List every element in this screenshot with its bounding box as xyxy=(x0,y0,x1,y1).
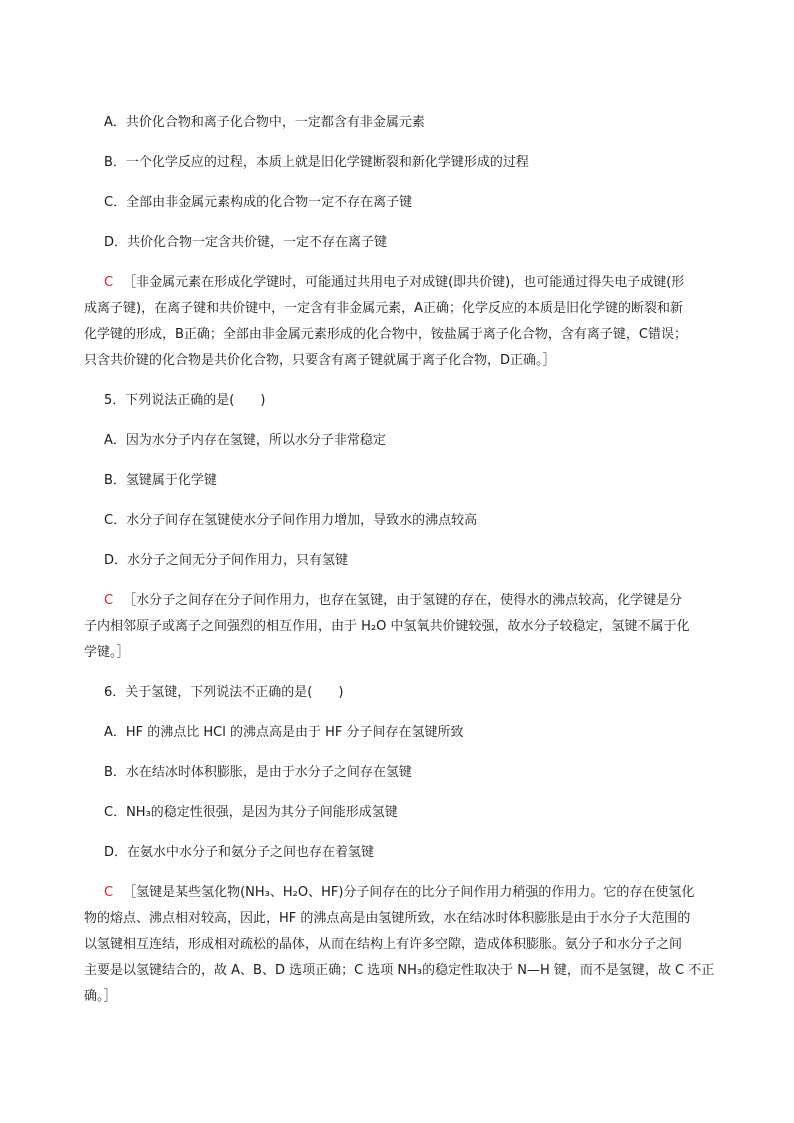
q5-answer-line-2: 子内相邻原子或离子之间强烈的相互作用，由于 H₂O 中氢氧共价键较强，故水分子较稳定，氢键不属于化 xyxy=(84,619,690,634)
q4-answer-line-2: 成离子键)，在离子键和共价键中，一定含有非金属元素，A正确；化学反应的本质是旧化学键的断裂和新 xyxy=(84,301,683,316)
q6-answer-letter: C xyxy=(104,885,114,900)
q4-answer-letter: C xyxy=(104,275,114,290)
q5-stem: 5．下列说法正确的是( ) xyxy=(104,393,266,408)
q4-option-c: C．全部由非金属元素构成的化合物一定不存在离子键 xyxy=(104,195,413,210)
q5-answer xyxy=(84,591,724,663)
q6-answer-line-3: 以氢键相互连结，形成相对疏松的晶体，从而在结构上有许多空隙，造成体积膨胀。氨分子和水分子之间 xyxy=(84,937,683,952)
q6-answer-line-1: C ［氢键是某些氢化物(NH₃、H₂O、HF)分子间存在的比分子间作用力稍强的作用力。它的存在使氢化 xyxy=(104,885,695,900)
q6-answer-line-4: 主要是以氢键结合的，故 A、B、D 选项正确；C 选项 NH₃的稳定性取决于 N—H 键，而不是氢键，故 C 不正 xyxy=(84,963,715,978)
q4-answer-line-4: 只含共价键的化合物是共价化合物，只要含有离子键就属于离子化合物，D正确。］ xyxy=(84,353,556,368)
q4-option-b: B．一个化学反应的过程，本质上就是旧化学键断裂和新化学键形成的过程 xyxy=(104,155,529,170)
q6-answer-line-2: 物的熔点、沸点相对较高，因此，HF 的沸点高是由氢键所致，水在结冰时体积膨胀是由于水分子大范围的 xyxy=(84,911,691,926)
q4-option-d: D．共价化合物一定含共价键，一定不存在离子键 xyxy=(104,235,388,250)
q5-option-c: C．水分子间存在氢键使水分子间作用力增加，导致水的沸点较高 xyxy=(104,513,478,528)
q6-answer xyxy=(84,883,724,1007)
q4-option-a: A．共价化合物和离子化合物中，一定都含有非金属元素 xyxy=(104,115,425,130)
q6-option-d: D．在氨水中水分子和氨分子之间也存在着氢键 xyxy=(104,845,375,860)
q6-option-b: B．水在结冰时体积膨胀，是由于水分子之间存在氢键 xyxy=(104,765,412,780)
q6-answer-line-5: 确。］ xyxy=(84,989,117,1004)
q5-option-d: D．水分子之间无分子间作用力，只有氢键 xyxy=(104,553,349,568)
q5-option-b: B．氢键属于化学键 xyxy=(104,473,217,488)
document-page xyxy=(84,113,724,1027)
q5-answer-line-3: 学键。］ xyxy=(84,645,130,660)
q5-answer-line-1: C ［水分子之间存在分子间作用力，也存在氢键，由于氢键的存在，使得水的沸点较高，化学键是分 xyxy=(104,593,683,608)
q4-answer-line-3: 化学键的形成，B正确；全部由非金属元素形成的化合物中，铵盐属于离子化合物，含有离子键，C错误； xyxy=(84,327,687,342)
q5-option-a: A．因为水分子内存在氢键，所以水分子非常稳定 xyxy=(104,433,386,448)
q4-answer xyxy=(84,273,724,371)
q6-option-c: C．NH₃的稳定性很强，是因为其分子间能形成氢键 xyxy=(104,805,398,820)
q6-stem: 6．关于氢键，下列说法不正确的是( ) xyxy=(104,685,344,700)
q4-answer-line-1: C ［非金属元素在形成化学键时，可能通过共用电子对成键(即共价键)，也可能通过得失电子成键(形 xyxy=(104,275,685,290)
q5-answer-letter: C xyxy=(104,593,114,608)
q6-option-a: A．HF 的沸点比 HCl 的沸点高是由于 HF 分子间存在氢键所致 xyxy=(104,725,464,740)
